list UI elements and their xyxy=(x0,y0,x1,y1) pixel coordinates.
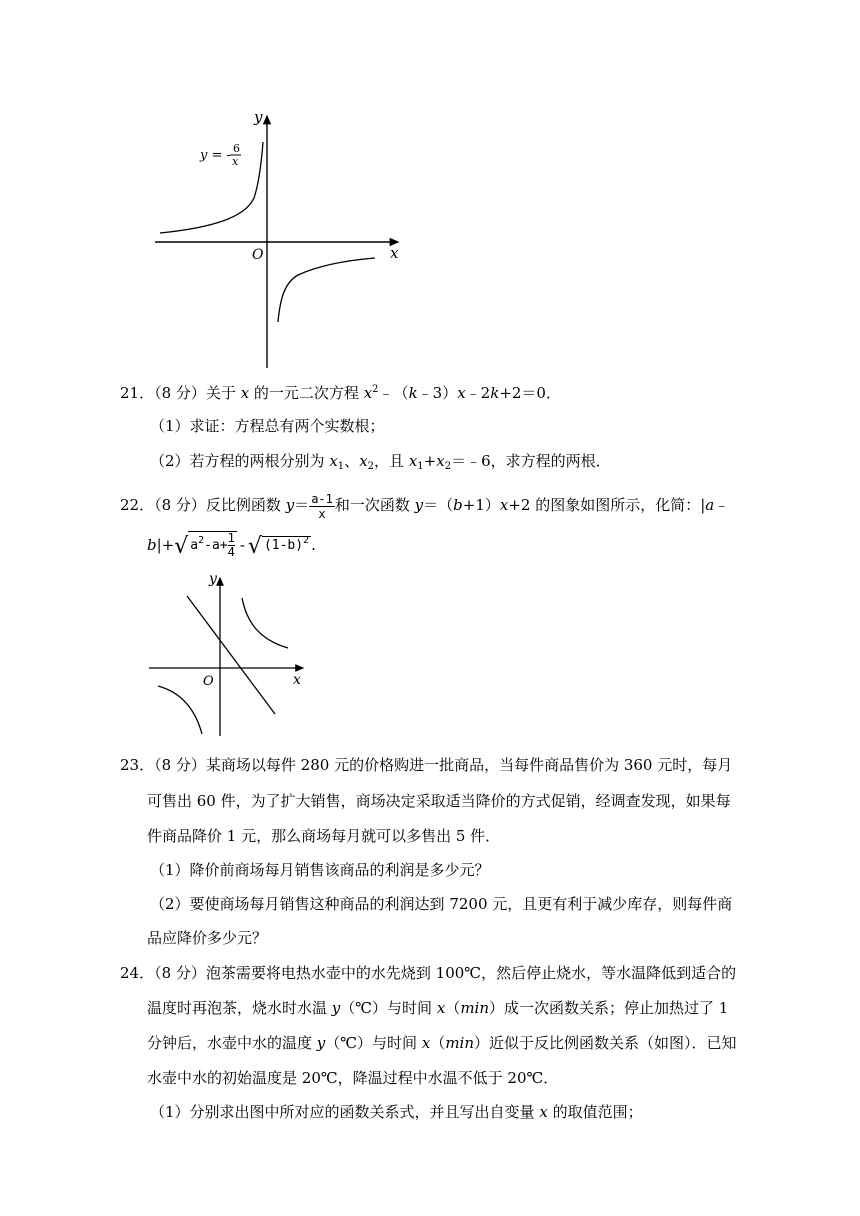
q21-exponent: 2 xyxy=(372,384,379,395)
q22-quarter-num: 1 xyxy=(227,530,235,545)
q21-text: 关于 xyxy=(205,384,241,402)
q22-fraction xyxy=(309,492,335,521)
q21-text: ＝﹣6，求方程的两根． xyxy=(451,452,611,470)
q24-text: 温度时再泡茶，烧水时水温 xyxy=(147,999,332,1017)
q22-var: y xyxy=(285,496,295,514)
q24-line1 xyxy=(120,963,736,983)
q21-number: 21． xyxy=(120,384,155,402)
function-label-den: x xyxy=(232,155,239,168)
hyperbola-branch-upper-right xyxy=(242,598,288,648)
q21-text: +2＝0． xyxy=(499,384,561,402)
q21-text: （2）若方程的两根分别为 xyxy=(150,452,330,470)
graph-hyperbola-1 xyxy=(150,100,410,372)
q21-text: ﹣（ xyxy=(378,384,409,402)
hyperbola-branch-lower-left xyxy=(158,686,202,734)
q24-var: x xyxy=(436,999,446,1017)
q21-text: 、 xyxy=(344,452,360,470)
q21-var: k xyxy=(408,384,418,402)
q22-text: ﹣ xyxy=(714,496,730,514)
linear-function-line xyxy=(187,596,275,714)
q22-text: +2 的图象如图所示，化简：| xyxy=(508,496,706,514)
q22-var: a xyxy=(705,496,715,514)
q22-frac-numerator: a-1 xyxy=(311,491,333,506)
q22-text: 和一次函数 xyxy=(334,496,415,514)
q21-stem xyxy=(120,383,561,403)
q21-subscript: 1 xyxy=(417,461,424,472)
origin-label: O xyxy=(252,247,264,263)
q21-text: ﹣2 xyxy=(465,384,491,402)
q24-var: y xyxy=(316,1034,326,1052)
q21-var: x xyxy=(408,452,418,470)
origin-label: O xyxy=(203,674,214,689)
q21-part2 xyxy=(150,451,611,471)
q23-score: （8 分） xyxy=(154,756,206,774)
q24-text: （℃）与时间 xyxy=(325,1034,422,1052)
q22-var: b xyxy=(147,536,157,554)
hyperbola-branch-lower-right xyxy=(278,258,375,322)
q24-var: y xyxy=(331,999,341,1017)
q21-score: （8 分） xyxy=(154,384,206,402)
q21-text: + xyxy=(423,452,437,470)
q22-sqrt-term: a xyxy=(190,537,199,553)
function-label-num: 6 xyxy=(233,142,240,155)
q21-subscript: 1 xyxy=(337,461,345,472)
q21-var: x xyxy=(329,452,338,470)
q21-var: x xyxy=(359,452,368,470)
q24-line2 xyxy=(147,998,728,1018)
q22-var: b xyxy=(453,496,463,514)
q24-text: 泡茶需要将电热水壶中的水先烧到 100℃，然后停止烧水，等水温降低到适合的 xyxy=(205,964,737,982)
graph-hyperbola-line xyxy=(145,568,315,740)
q24-part1 xyxy=(150,1102,643,1122)
q23-line2: 可售出 60 件，为了扩大销售，商场决定采取适当降价的方式促销，经调查发现，如果每 xyxy=(147,792,731,810)
q23-part2-line2: 品应降价多少元？ xyxy=(147,929,268,947)
q23-part2-line1: （2）要使商场每月销售这种商品的利润达到 7200 元，且更有利于减少库存，则每件商 xyxy=(150,895,733,913)
q21-var: x xyxy=(363,384,373,402)
q24-text: （1）分别求出图中所对应的函数关系式，并且写出自变量 xyxy=(150,1103,540,1121)
x-axis-label: x xyxy=(293,672,301,688)
q23-line1 xyxy=(120,755,732,775)
q22-stem-line2 xyxy=(147,528,316,564)
q21-text: ，且 xyxy=(374,452,409,470)
q22-text: 反比例函数 xyxy=(205,496,286,514)
q24-text: 分钟后，水壶中水的温度 xyxy=(147,1034,317,1052)
q24-text: （ xyxy=(430,1034,446,1052)
q24-text: ）成一次函数关系；停止加热过了 1 xyxy=(489,999,729,1017)
q21-part1: （1）求证：方程总有两个实数根； xyxy=(150,417,385,435)
q22-frac-denominator: x xyxy=(318,506,326,521)
q22-number: 22． xyxy=(120,496,155,514)
function-label-lhs: y = - xyxy=(200,148,231,163)
y-axis-label: y xyxy=(254,108,263,126)
q23-number: 23． xyxy=(120,756,155,774)
q24-text: ）近似于反比例函数关系（如图）．已知 xyxy=(474,1034,737,1052)
q24-line4: 水壶中水的初始温度是 20℃，降温过程中水温不低于 20℃． xyxy=(147,1069,559,1087)
q22-text: ＝ xyxy=(294,496,310,514)
q21-var: x xyxy=(457,384,466,402)
q22-var: x xyxy=(499,496,509,514)
q23-text: 某商场以每件 280 元的价格购进一批商品，当每件商品售价为 360 元时，每月 xyxy=(205,756,733,774)
q24-var: x xyxy=(539,1103,548,1121)
q22-stem-line1 xyxy=(120,487,729,523)
q22-sqrt-term: -a+ xyxy=(204,537,228,553)
q23-part1: （1）降价前商场每月销售该商品的利润是多少元？ xyxy=(150,861,490,879)
x-axis-label: x xyxy=(390,244,399,262)
q24-score: （8 分） xyxy=(154,964,206,982)
q22-sqrt-1: √ $a^2-a+$ $\frac{1}{4}$ xyxy=(174,530,235,559)
y-axis-label: y xyxy=(209,571,217,587)
q22-text: |+ xyxy=(156,536,175,554)
q22-exponent: 2 xyxy=(303,534,310,546)
q21-subscript: 2 xyxy=(367,461,375,472)
q24-var: x xyxy=(421,1034,431,1052)
q22-text: - xyxy=(239,536,245,554)
q23-line3: 件商品降价 1 元，那么商场每月就可以多售出 5 件． xyxy=(147,827,501,845)
q22-text: +1） xyxy=(462,496,500,514)
q21-var: k xyxy=(490,384,500,402)
q21-text: 的一元二次方程 xyxy=(249,384,364,402)
q22-text: . xyxy=(311,536,316,554)
q22-text: ＝（ xyxy=(423,496,454,514)
q24-var: min xyxy=(445,1034,474,1052)
q24-var: min xyxy=(460,999,489,1017)
q22-var: y xyxy=(414,496,424,514)
q24-text: （ xyxy=(445,999,461,1017)
q21-var: x xyxy=(240,384,250,402)
q22-sqrt-2: √ $(1-b)^2$ xyxy=(247,533,310,559)
q22-quarter xyxy=(228,532,235,559)
q22-score: （8 分） xyxy=(154,496,206,514)
q21-text: ﹣3） xyxy=(417,384,458,402)
q24-number: 24． xyxy=(120,964,155,982)
q22-exponent: 2 xyxy=(198,534,205,546)
q24-text: 的取值范围； xyxy=(547,1103,643,1121)
q22-quarter-den: 4 xyxy=(227,544,235,559)
q24-text: （℃）与时间 xyxy=(340,999,437,1017)
q24-line3 xyxy=(147,1033,737,1053)
q22-sqrt-term: (1-b) xyxy=(263,537,304,553)
q21-var: x xyxy=(436,452,445,470)
q21-subscript: 2 xyxy=(444,461,452,472)
